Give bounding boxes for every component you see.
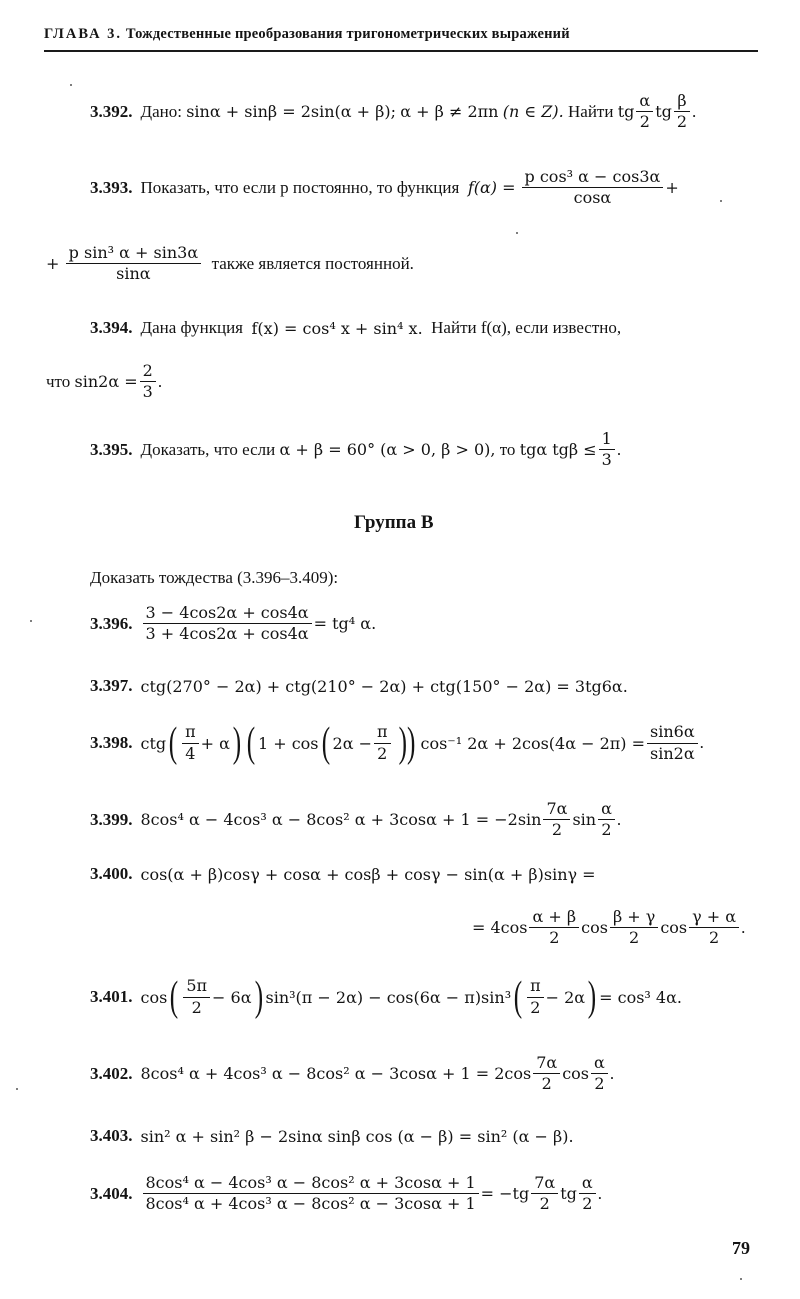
scan-speck bbox=[720, 200, 722, 202]
scan-speck bbox=[740, 1278, 742, 1280]
numerator: π bbox=[527, 977, 544, 997]
numerator: γ + α bbox=[689, 908, 739, 928]
problem-formula: = tg⁴ α. bbox=[313, 614, 377, 634]
denominator: 3 bbox=[142, 382, 153, 402]
problem-formula: sin2α = bbox=[74, 372, 138, 392]
problem-3-395: 3.395. Доказать, что если α + β = 60° (α > 0, β > 0), то tgα tgβ ≤ $\frac{1}{3}$ . bbox=[90, 429, 622, 470]
fraction bbox=[143, 604, 312, 644]
problem-3-394 bbox=[90, 318, 621, 338]
fraction bbox=[647, 723, 698, 763]
problem-3-393 bbox=[90, 168, 679, 208]
identity-3-396 bbox=[90, 604, 376, 644]
denominator: 2 bbox=[191, 997, 202, 1017]
problem-number: 3.394. bbox=[90, 318, 133, 337]
problem-formula: (n ∈ Z). bbox=[502, 102, 564, 122]
numerator: π bbox=[374, 723, 391, 743]
paren: ) bbox=[587, 974, 597, 1020]
problem-number: 3.396. bbox=[90, 613, 133, 633]
fraction bbox=[610, 908, 658, 948]
fraction bbox=[599, 430, 615, 470]
fraction bbox=[140, 362, 156, 402]
problem-number: 3.404. bbox=[90, 1183, 133, 1203]
problem-formula: tgα tgβ ≤ bbox=[519, 440, 597, 460]
numerator: α bbox=[591, 1054, 608, 1074]
fraction bbox=[182, 723, 199, 763]
fraction bbox=[531, 1174, 558, 1214]
identity-3-400-rhs: = 4cos $\frac{\alpha + \beta}{2}$ cos $\frac{\beta + \gamma}{2}$ cos $\frac{\gamma + \alpha}{2}$ . bbox=[472, 907, 746, 948]
identity-3-399: 3.399. 8cos⁴ α − 4cos³ α − 8cos² α + 3cosα + 1 = −2sin $\frac{7\alpha}{2}$ sin $\frac{\alpha}{2}$ . bbox=[90, 799, 622, 840]
problem-text: то bbox=[499, 439, 516, 459]
identity-3-397 bbox=[90, 676, 628, 696]
problem-text: Доказать, что если bbox=[140, 439, 276, 459]
problem-3-392: 3.392. Дано: sinα + sinβ = 2sin(α + β); α + β ≠ 2πn (n ∈ Z). Найти tg $\frac{\alpha}{2}$ tg $\frac{\beta}{2}$ . bbox=[90, 91, 697, 132]
fraction bbox=[598, 800, 615, 840]
identity-3-404: 3.404. $\frac{\text{8cos⁴ α − 4cos³ α − 8cos² α + 3cosα + 1}}{\text{8cos⁴ α + 4cos³ α − 8cos² α − 3cosα + 1}}$ = −tg $\frac{7\alpha}{2}$ tg $\frac{\alpha}{2}$ . bbox=[90, 1173, 602, 1214]
running-header bbox=[44, 26, 758, 43]
numerator: 7α bbox=[533, 1054, 560, 1074]
problem-formula: sin³(π − 2α) − cos(6α − π)sin³ bbox=[265, 987, 512, 1007]
problem-formula: α + β ≠ 2πn bbox=[400, 102, 499, 122]
numerator: 7α bbox=[531, 1174, 558, 1194]
scan-speck bbox=[30, 620, 32, 622]
operator: + bbox=[46, 254, 60, 274]
problem-formula: 8cos⁴ α − 4cos³ α − 8cos² α + 3cosα + 1 = −2sin bbox=[140, 810, 542, 830]
page-number: 79 bbox=[732, 1238, 750, 1258]
identity-3-400 bbox=[90, 864, 596, 884]
denominator: sin2α bbox=[650, 743, 695, 763]
numerator: π bbox=[182, 723, 199, 743]
denominator: 2 bbox=[639, 112, 650, 132]
fraction bbox=[579, 1174, 596, 1214]
problem-number: 3.393. bbox=[90, 177, 133, 197]
denominator: 2 bbox=[539, 1194, 550, 1214]
fraction bbox=[636, 92, 653, 132]
problem-number: 3.392. bbox=[90, 101, 133, 121]
denominator: 2 bbox=[377, 743, 388, 763]
numerator: α bbox=[598, 800, 615, 820]
denominator: 2 bbox=[530, 997, 541, 1017]
problem-3-394-cont: что sin2α = $\frac{2}{3}$ . bbox=[46, 361, 163, 402]
problem-text: Найти bbox=[568, 101, 614, 121]
denominator: 2 bbox=[676, 112, 688, 132]
scan-speck bbox=[16, 1088, 18, 1090]
fraction bbox=[533, 1054, 560, 1094]
denominator: cosα bbox=[573, 188, 612, 208]
paren: )) bbox=[398, 720, 415, 766]
problem-number: 3.402. bbox=[90, 1063, 133, 1083]
problem-formula: f(x) = cos⁴ x + sin⁴ x. bbox=[251, 318, 423, 338]
chapter-label: ГЛАВА 3. bbox=[44, 26, 123, 42]
denominator: 8cos⁴ α + 4cos³ α − 8cos² α − 3cosα + 1 bbox=[145, 1194, 476, 1214]
problem-number: 3.403. bbox=[90, 1126, 133, 1145]
math-fn: tg bbox=[655, 102, 672, 122]
denominator: 2 bbox=[551, 820, 563, 840]
denominator: 4 bbox=[185, 743, 196, 763]
numerator: β bbox=[674, 92, 689, 112]
denominator: 2 bbox=[541, 1074, 552, 1094]
problem-number: 3.398. bbox=[90, 733, 133, 752]
identity-3-403 bbox=[90, 1126, 574, 1146]
math-fn: sin bbox=[572, 810, 597, 830]
math-fn: cos bbox=[140, 987, 168, 1007]
identity-3-402: 3.402. 8cos⁴ α + 4cos³ α − 8cos² α − 3cosα + 1 = 2cos $\frac{7\alpha}{2}$ cos $\frac{\alpha}{2}$ . bbox=[90, 1053, 615, 1094]
numerator: 8cos⁴ α − 4cos³ α − 8cos² α + 3cosα + 1 bbox=[143, 1174, 479, 1194]
numerator: 1 bbox=[599, 430, 615, 450]
problem-text: Найти f(α), если известно, bbox=[431, 318, 622, 337]
problem-number: 3.399. bbox=[90, 809, 133, 829]
denominator: sinα bbox=[116, 264, 151, 284]
denominator: 2 bbox=[582, 1194, 593, 1214]
problem-formula: α + β = 60° (α > 0, β > 0), bbox=[279, 440, 496, 460]
fraction bbox=[183, 977, 210, 1017]
section-intro: Доказать тождества (3.396–3.409): bbox=[90, 568, 339, 587]
problem-text: что bbox=[46, 371, 71, 391]
fraction bbox=[374, 723, 391, 763]
math-fn: cos bbox=[660, 918, 688, 938]
problem-number: 3.400. bbox=[90, 864, 133, 883]
numerator: α bbox=[636, 92, 653, 112]
problem-formula: 2α − bbox=[332, 733, 372, 753]
problem-number: 3.395. bbox=[90, 439, 133, 459]
paren: ( bbox=[246, 720, 256, 766]
denominator: 2 bbox=[594, 1074, 605, 1094]
fraction bbox=[529, 908, 579, 948]
problem-formula: = cos³ 4α. bbox=[599, 987, 682, 1007]
problem-formula: cos(α + β)cosγ + cosα + cosβ + cosγ − sin(α + β)sinγ = bbox=[140, 864, 596, 884]
fraction bbox=[689, 908, 739, 948]
numerator: α bbox=[579, 1174, 596, 1194]
numerator: p cos³ α − cos3α bbox=[522, 168, 664, 188]
problem-formula: f(α) = bbox=[467, 178, 516, 198]
section-heading: Группа В bbox=[354, 512, 434, 533]
denominator: 2 bbox=[629, 928, 640, 948]
paren: ( bbox=[168, 720, 178, 766]
denominator: 3 bbox=[601, 450, 612, 470]
numerator: p sin³ α + sin3α bbox=[66, 244, 201, 264]
math-fn: cos bbox=[562, 1064, 590, 1084]
numerator: 2 bbox=[140, 362, 156, 382]
numerator: α + β bbox=[529, 908, 579, 928]
header-rule bbox=[44, 50, 758, 52]
problem-formula: cos⁻¹ 2α + 2cos(4α − 2π) = bbox=[420, 733, 646, 753]
identity-3-398: 3.398. ctg ( $\frac{\pi}{4}$ + α ) ( 1 + cos ( 2α − $\frac{\pi}{2}$ )) cos⁻¹ 2α + 2cos(4α − 2π) = $\frac{\sin 6\alpha}{\sin 2\alpha}$ . bbox=[90, 720, 704, 766]
denominator: 2 bbox=[709, 928, 720, 948]
scan-speck bbox=[516, 232, 518, 234]
paren: ( bbox=[513, 974, 523, 1020]
paren: ) bbox=[254, 974, 263, 1020]
scan-speck bbox=[70, 84, 72, 86]
fraction bbox=[66, 244, 201, 284]
denominator: 2 bbox=[601, 820, 612, 840]
denominator: 3 + 4cos2α + cos4α bbox=[145, 624, 309, 644]
problem-text: Дана функция bbox=[140, 318, 243, 337]
fraction bbox=[674, 92, 690, 132]
problem-text: Дано: bbox=[140, 101, 182, 121]
fraction bbox=[543, 800, 570, 840]
paren: ) bbox=[232, 720, 242, 766]
math-fn: tg bbox=[560, 1184, 577, 1204]
fraction bbox=[527, 977, 544, 1017]
problem-formula: sinα + sinβ = 2sin(α + β); bbox=[186, 102, 397, 122]
problem-formula: 8cos⁴ α + 4cos³ α − 8cos² α − 3cosα + 1 = 2cos bbox=[140, 1064, 532, 1084]
denominator: 2 bbox=[549, 928, 560, 948]
numerator: 5π bbox=[183, 977, 210, 997]
problem-3-393-cont bbox=[46, 244, 414, 284]
problem-formula: − 6α bbox=[212, 987, 252, 1007]
problem-text: Показать, что если p постоянно, то функция bbox=[140, 177, 460, 197]
numerator: 3 − 4cos2α + cos4α bbox=[143, 604, 312, 624]
identity-3-401 bbox=[90, 976, 682, 1018]
chapter-title: Тождественные преобразования тригонометрических выражений bbox=[125, 26, 570, 42]
fraction bbox=[522, 168, 664, 208]
problem-formula: ctg(270° − 2α) + ctg(210° − 2α) + ctg(150° − 2α) = 3tg6α. bbox=[140, 676, 628, 696]
problem-formula: − 2α bbox=[545, 987, 586, 1007]
operator: + bbox=[665, 178, 679, 198]
math-fn: ctg bbox=[140, 733, 167, 753]
problem-formula: sin² α + sin² β − 2sinα sinβ cos (α − β) = sin² (α − β). bbox=[140, 1126, 574, 1146]
paren: ( bbox=[170, 974, 179, 1020]
problem-number: 3.397. bbox=[90, 676, 133, 695]
fraction bbox=[143, 1174, 479, 1214]
numerator: β + γ bbox=[610, 908, 658, 928]
problem-number: 3.401. bbox=[90, 987, 133, 1006]
problem-formula: + α bbox=[200, 733, 230, 753]
math-fn: cos bbox=[581, 918, 608, 938]
problem-formula: = 4cos bbox=[472, 918, 528, 938]
numerator: 7α bbox=[543, 800, 570, 820]
problem-text: также является постоянной. bbox=[211, 253, 414, 273]
math-fn: tg bbox=[617, 102, 635, 122]
paren: ( bbox=[321, 720, 330, 766]
problem-formula: = −tg bbox=[480, 1184, 530, 1204]
numerator: sin6α bbox=[647, 723, 698, 743]
problem-formula: 1 + cos bbox=[257, 733, 319, 753]
fraction bbox=[591, 1054, 608, 1094]
